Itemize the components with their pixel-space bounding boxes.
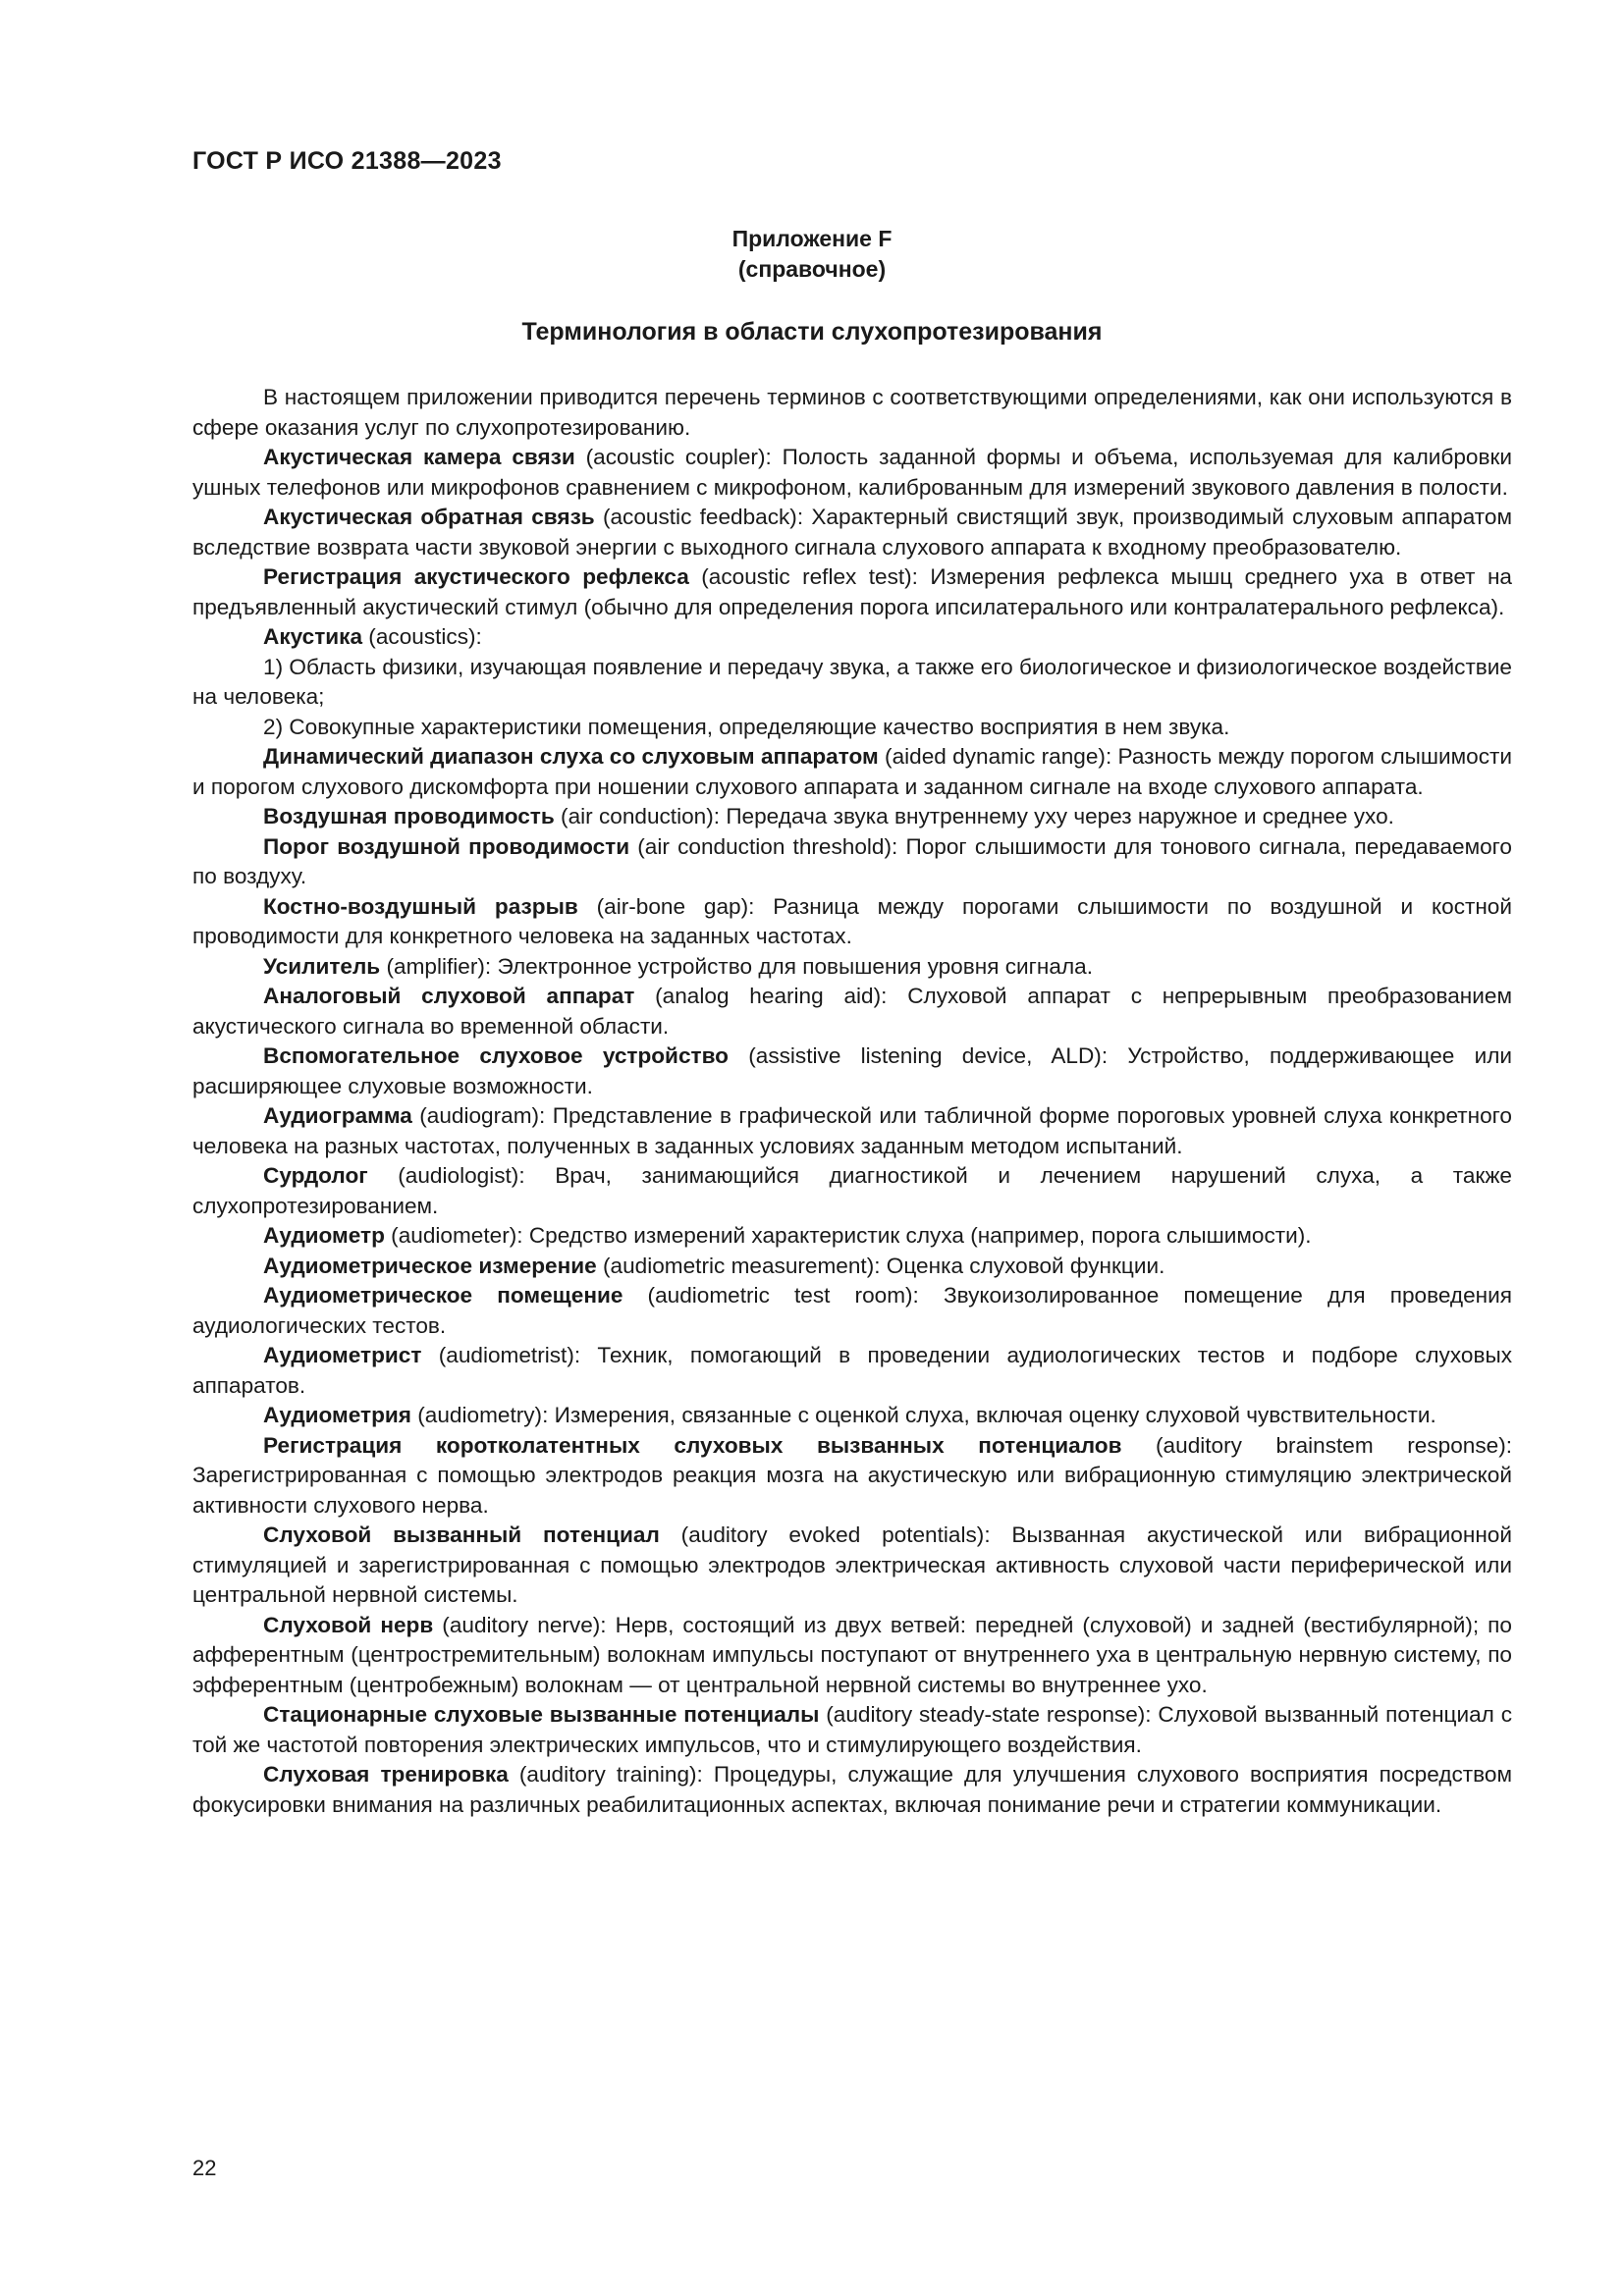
term-entry xyxy=(192,1341,1512,1401)
term-entry xyxy=(192,1041,1512,1101)
term-name: Аудиометрическое помещение xyxy=(263,1283,623,1308)
term-entry xyxy=(192,622,1512,653)
term-definition: (assistive listening device, ALD): Устройство, поддерживающее или расширяющее слуховые возможности. xyxy=(192,1043,1512,1098)
term-definition: (aided dynamic range): Разность между порогом слышимости и порогом слухового дискомфорта при ношении слухового аппарата и заданном сигнале на входе слухового аппарата. xyxy=(192,744,1512,799)
term-entry xyxy=(192,832,1512,892)
term-name: Костно-воздушный разрыв xyxy=(263,893,578,919)
term-definition: (audiometry): Измерения, связанные с оценкой слуха, включая оценку слуховой чувствительности. xyxy=(410,1403,1436,1427)
term-entry xyxy=(192,1401,1512,1431)
page-number: 22 xyxy=(192,2156,217,2180)
term-definition: 2) Совокупные характеристики помещения, определяющие качество восприятия в нем звука. xyxy=(263,714,1230,739)
term-entry xyxy=(192,1161,1512,1221)
standard-header: ГОСТ Р ИСО 21388—2023 xyxy=(192,147,502,175)
section-title: Терминология в области слухопротезирования xyxy=(521,318,1103,346)
term-entry xyxy=(192,653,1512,713)
term-definition: (amplifier): Электронное устройство для повышения уровня сигнала. xyxy=(380,953,1093,979)
term-name: Аудиометрия xyxy=(263,1403,411,1427)
term-entry xyxy=(192,742,1512,802)
term-name: Аналоговый слуховой аппарат xyxy=(263,984,635,1008)
term-definition: (air conduction threshold): Порог слышимости для тонового сигнала, передаваемого по воздуху. xyxy=(192,833,1512,888)
term-name: Акустическая камера связи xyxy=(263,445,575,469)
term-name: Слуховая тренировка xyxy=(263,1762,509,1787)
term-entry xyxy=(192,1101,1512,1161)
term-definition: (audiometrist): Техник, помогающий в проведении аудиологических тестов и подборе слуховых аппаратов. xyxy=(192,1343,1512,1398)
term-name: Акустическая обратная связь xyxy=(263,505,595,529)
term-name: Динамический диапазон слуха со слуховым аппаратом xyxy=(263,744,879,769)
term-definition: (auditory training): Процедуры, служащие для улучшения слухового восприятия посредством фокусировки внимания на различных реабилитационных аспектах, включая понимание речи и стратегии коммуникации. xyxy=(192,1762,1512,1817)
appendix-title: Приложение F xyxy=(731,226,893,251)
term-definition: (auditory brainstem response): Зарегистрированная с помощью электродов реакция мозга на акустическую или вибрационную стимуляцию электрической активности слухового нерва. xyxy=(192,1432,1512,1518)
term-definition: (audiometric test room): Звукоизолированное помещение для проведения аудиологических тестов. xyxy=(192,1283,1512,1338)
term-name: Слуховой вызванный потенциал xyxy=(263,1522,660,1547)
term-name: Аудиометрическое измерение xyxy=(263,1253,597,1278)
term-definition: (acoustic feedback): Характерный свистящий звук, производимый слуховым аппаратом вследствие возврата части звуковой энергии с выходного сигнала слухового аппарата к входному преобразователю. xyxy=(192,505,1512,560)
term-definition: (audiologist): Врач, занимающийся диагностикой и лечением нарушений слуха, а также слухопротезированием. xyxy=(192,1163,1512,1218)
term-definition: (audiometric measurement): Оценка слуховой функции. xyxy=(596,1253,1165,1278)
term-name: Аудиометр xyxy=(263,1223,385,1248)
term-entry xyxy=(192,1281,1512,1341)
term-definition: (acoustics): xyxy=(362,624,482,649)
term-definition: (auditory nerve): Нерв, состоящий из двух ветвей: передней (слуховой) и задней (вестибулярной); по афферентным (центростремительным) волокнам импульсы поступают от внутреннего уха в центральную нервную систему, по эфферентным (центробежным) волокнам — от центральной нервной системы во внутреннее ухо. xyxy=(192,1612,1512,1697)
term-definition: (auditory steady-state response): Слуховой вызванный потенциал с той же частотой повторения электрических импульсов, что и стимулирующего воздействия. xyxy=(192,1702,1512,1757)
terms-body xyxy=(192,383,1512,1820)
term-definition: (audiogram): Представление в графической или табличной форме пороговых уровней слуха конкретного человека на разных частотах, полученных в заданных условиях заданным методом испытаний. xyxy=(192,1103,1512,1158)
appendix-subtitle: (справочное) xyxy=(737,256,887,282)
term-name: Воздушная проводимость xyxy=(263,804,555,828)
term-entry xyxy=(192,802,1512,832)
term-entry xyxy=(192,503,1512,562)
term-entry xyxy=(192,1252,1512,1282)
term-name: Акустика xyxy=(263,624,363,649)
term-name: Регистрация коротколатентных слуховых вызванных потенциалов xyxy=(263,1432,1122,1458)
term-definition: 1) Область физики, изучающая появление и передачу звука, а также его биологическое и физиологическое воздействие на человека; xyxy=(192,654,1512,709)
term-entry xyxy=(192,982,1512,1041)
term-entry xyxy=(192,713,1512,743)
term-definition: (acoustic coupler): Полость заданной формы и объема, используемая для калибровки ушных телефонов или микрофонов сравнением с микрофоном, калиброванным для измерений звукового давления в полости. xyxy=(192,445,1512,500)
appendix-heading xyxy=(0,224,1624,285)
term-entry xyxy=(192,952,1512,983)
term-name: Регистрация акустического рефлекса xyxy=(263,564,689,589)
term-definition: (audiometer): Средство измерений характеристик слуха (например, порога слышимости). xyxy=(384,1223,1312,1248)
term-definition: (acoustic reflex test): Измерения рефлекса мышц среднего уха в ответ на предъявленный акустический стимул (обычно для определения порога ипсилатерального или контралатерального рефлекса). xyxy=(192,564,1512,619)
term-entry xyxy=(192,1700,1512,1760)
term-name: Слуховой нерв xyxy=(263,1612,434,1637)
term-entry xyxy=(192,892,1512,952)
term-entry xyxy=(192,1431,1512,1522)
term-name: Сурдолог xyxy=(263,1163,368,1188)
term-definition: (air conduction): Передача звука внутреннему уху через наружное и среднее ухо. xyxy=(554,804,1394,828)
term-definition: (auditory evoked potentials): Вызванная акустической или вибрационной стимуляцией и зарегистрированная с помощью электродов электрическая активность слуховой части периферической или центральной нервной системы. xyxy=(192,1522,1512,1607)
term-name: Стационарные слуховые вызванные потенциалы xyxy=(263,1702,820,1727)
term-name: Порог воздушной проводимости xyxy=(263,833,630,859)
term-definition: (air-bone gap): Разница между порогами слышимости по воздушной и костной проводимости для конкретного человека на заданных частотах. xyxy=(192,893,1512,948)
term-entry xyxy=(192,562,1512,622)
term-name: Аудиограмма xyxy=(263,1103,412,1128)
intro-paragraph: В настоящем приложении приводится перечень терминов с соответствующими определениями, как они используются в сфере оказания услуг по слухопротезированию. xyxy=(192,385,1512,440)
term-entry xyxy=(192,1221,1512,1252)
term-entry xyxy=(192,1611,1512,1701)
term-entry xyxy=(192,1760,1512,1820)
term-definition: (analog hearing aid): Слуховой аппарат с непрерывным преобразованием акустического сигнала во временной области. xyxy=(192,984,1512,1039)
term-name: Усилитель xyxy=(263,953,381,979)
term-entry xyxy=(192,1521,1512,1611)
term-name: Вспомогательное слуховое устройство xyxy=(263,1043,729,1068)
term-entry xyxy=(192,443,1512,503)
term-name: Аудиометрист xyxy=(263,1343,422,1367)
